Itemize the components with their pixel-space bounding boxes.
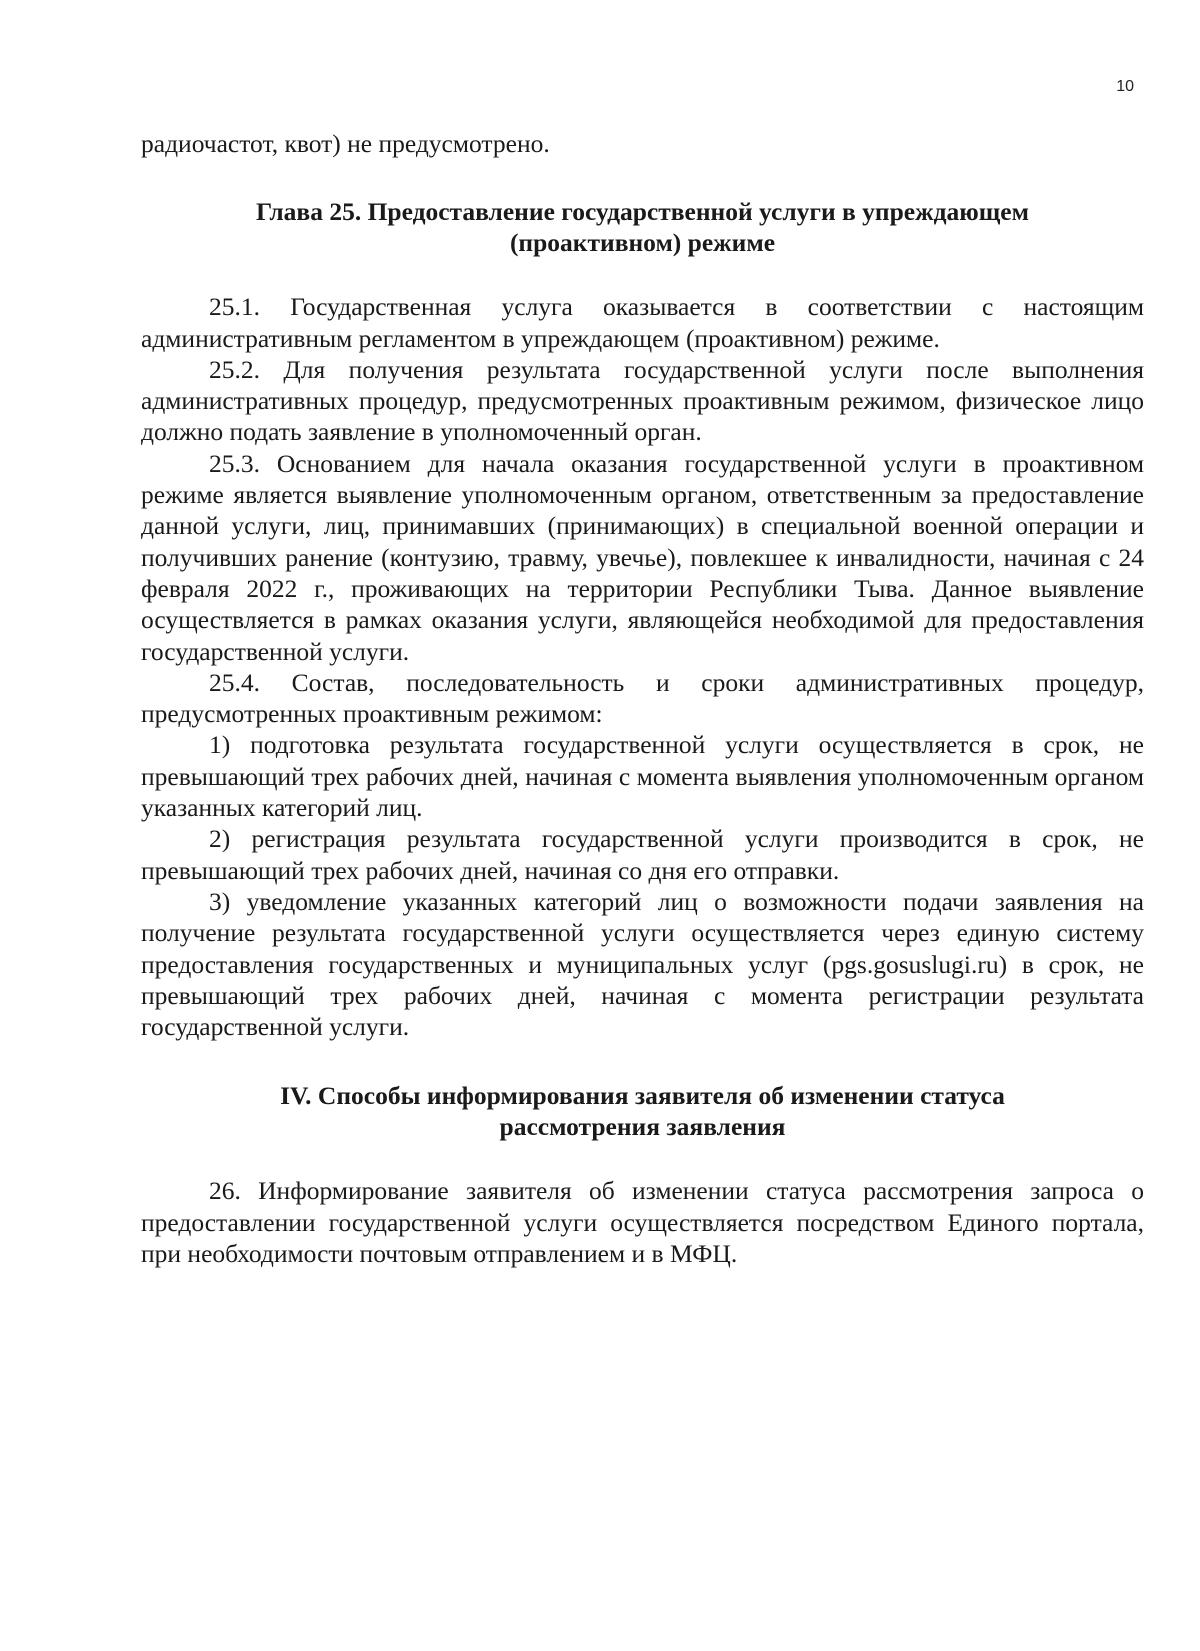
paragraph-26: 26. Информирование заявителя об изменении статуса рассмотрения запроса о предоставлении государственной услуги осуществляется посредством Единого портала, при необходимости почтовым отправлением и в МФЦ. — [141, 1176, 1144, 1269]
section-4-heading-line-2: рассмотрения заявления — [499, 1112, 786, 1142]
paragraph-25-3: 25.3. Основанием для начала оказания государственной услуги в проактивном режиме является выявление уполномоченным органом, ответственным за предоставление данной услуги, лиц, принимавших (принимающих) в специальной военной операции и получивших ранение (контузию, травму, увечье), повлекшее к инвалидности, начиная с 24 февраля 2022 г., проживающих на территории Республики Тыва. Данное выявление осуществляется в рамках оказания услуги, являющейся необходимой для предоставления государственной услуги. — [141, 448, 1144, 666]
document-body — [141, 128, 1144, 1269]
paragraph-25-2: 25.2. Для получения результата государственной услуги после выполнения административных процедур, предусмотренных проактивным режимом, физическое лицо должно подать заявление в уполномоченный орган. — [141, 354, 1144, 447]
list-item-3: 3) уведомление указанных категорий лиц о возможности подачи заявления на получение результата государственной услуги осуществляется через единую систему предоставления государственных и муниципальных услуг (pgs.gosuslugi.ru) в срок, не превышающий трех рабочих дней, начиная с момента регистрации результата государственной услуги. — [141, 886, 1144, 1042]
section-4-heading — [141, 1080, 1144, 1142]
paragraph-25-4: 25.4. Состав, последовательность и сроки административных процедур, предусмотренных проактивным режимом: — [141, 667, 1144, 729]
section-4-heading-line-1: IV. Способы информирования заявителя об изменении статуса — [280, 1081, 1005, 1111]
page-number: 10 — [1116, 78, 1134, 95]
chapter-25-heading-line-1: Глава 25. Предоставление государственной услуги в упреждающем — [256, 197, 1029, 227]
chapter-25-heading — [141, 196, 1144, 258]
list-item-2: 2) регистрация результата государственной услуги производится в срок, не превышающий трех рабочих дней, начиная со дня его отправки. — [141, 824, 1144, 885]
lead-paragraph: радиочастот, квот) не предусмотрено. — [141, 129, 550, 158]
paragraph-25-1: 25.1. Государственная услуга оказывается в соответствии с настоящим административным регламентом в упреждающем (проактивном) режиме. — [141, 292, 1144, 353]
list-item-1: 1) подготовка результата государственной услуги осуществляется в срок, не превышающий трех рабочих дней, начиная с момента выявления уполномоченным органом указанных категорий лиц. — [141, 730, 1144, 823]
chapter-25-heading-line-2: (проактивном) режиме — [509, 228, 776, 258]
